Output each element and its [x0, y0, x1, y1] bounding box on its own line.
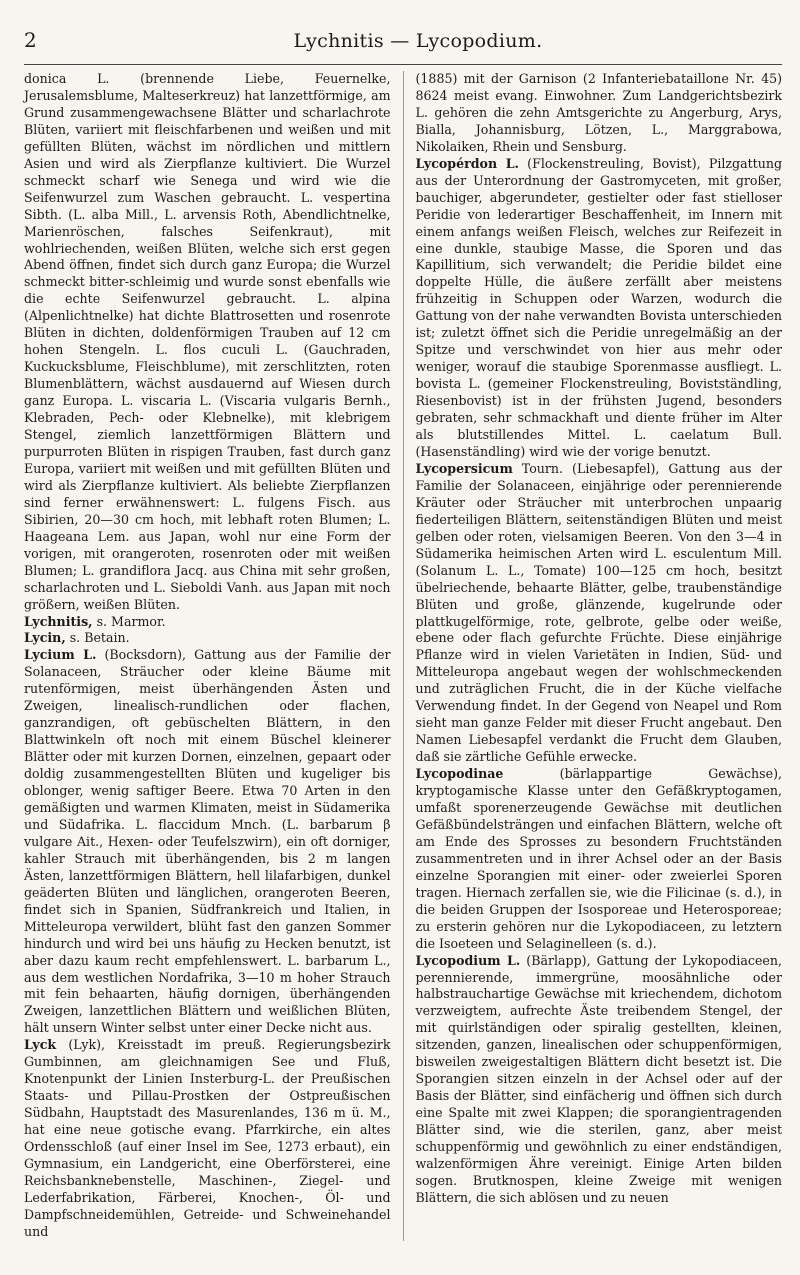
page-number: 2 — [24, 28, 37, 52]
dictionary-entry — [24, 647, 391, 1037]
dictionary-entry — [416, 156, 783, 461]
entry-headword: Lychnitis, — [24, 613, 93, 629]
entry-text: (bärlappartige Gewächse), kryptogamische Klasse unter den Gefäßkryptogamen, umfaßt sporenerzeugende Gewächse mit deutlichen Gefäßbündelsträngen und einfachen Blättern, welche oft am Ende des Sprosses zu besondern Fruchtständen zusammentreten und in ihrer Achsel oder an der Basis einzelne Sporangien mit einer- oder zweierlei Sporen tragen. Hiernach zerfallen sie, wie die Filicinae (s. d.), in die beiden Gruppen der Isosporeae und Heterosporeae; zu ersterin gehören nur die Lykopodiaceen, zu letztern die Isoeteen und Selaginelleen (s. d.). — [415, 766, 783, 951]
entry-text: (Bärlapp), Gattung der Lykopodiaceen, perennierende, immergrüne, moosähnliche oder halbstrauchartige Gewächse mit kriechendem, dichotom verzweigtem, aufrechte Äste treibendem Stengel, der mit quirlständigen oder spiralig gestellten, kleinen, sitzenden, ganzen, linealischen oder schuppenförmigen, bisweilen zweigestaltigen Blättern dicht besetzt ist. Die Sporangien sitzen einzeln in der Achsel oder auf der Basis der Blätter, sind einfächerig und öffnen sich durch eine Spalte mit zwei Klappen; die sporangientragenden Blätter sind, wie die sterilen, ganz, aber meist schuppenförmig und gewöhnlich zu einer endständigen, walzenförmigen Ähre vereinigt. Einige Arten bilden sogen. Brutknospen, kleine Zweige mit wenigen Blättern, die sich ablösen und zu neuen — [415, 952, 783, 1205]
entry-text: (Lyk), Kreisstadt im preuß. Regierungsbezirk Gumbinnen, am gleichnamigen See und Fluß, Knotenpunkt der Linien Insterburg-L. der Preußischen Staats- und Pillau-Prostken der Ostpreußischen Südbahn, Hauptstadt des Masurenlandes, 136 m ü. M., hat eine neue gotische evang. Pfarrkirche, ein altes Ordensschloß (auf einer Insel im See, 1273 erbaut), ein Gymnasium, ein Landgericht, eine Oberförsterei, eine Reichsbanknebenstelle, Maschinen-, Ziegel- und Lederfabrikation, Färberei, Knochen-, Öl- und Dampfschneidemühlen, Getreide- und Schweinehandel und — [24, 1037, 391, 1239]
dictionary-entry — [24, 630, 391, 647]
dictionary-entry — [416, 461, 783, 766]
entry-text: (Bocksdorn), Gattung aus der Familie der Solanaceen, Sträucher oder kleine Bäume mit rutenförmigen, meist überhängenden Ästen und Zweigen, linealisch-rundlichen oder flachen, ganzrandigen, oft gebüschelten Blättern, in den Blattwinkeln oft noch mit einem Büschel kleinerer Blätter oder mit kurzen Dornen, einzelnen, gepaart oder doldig zusammengestellten Blüten und kugeliger bis oblonger, wenig saftiger Beere. Etwa 70 Arten in den gemäßigten und warmen Klimaten, meist in Südamerika und Südafrika. L. flaccidum Mnch. (L. barbarum β vulgare Ait., Hexen- oder Teufelszwirn), ein oft dorniger, kahler Strauch mit überhängenden, bis 2 m langen Ästen, lanzettförmigen Blättern, hell lilafarbigen, dunkel geäderten Blüten und länglichen, orangeroten Beeren, findet sich in Spanien, Südfrankreich und Italien, in Mitteleuropa verwildert, blüht fast den ganzen Sommer hindurch und wird bei uns häufig zu Hecken benutzt, ist aber dazu kaum recht empfehlenswert. L. barbarum L., aus dem westlichen Nordafrika, 3—10 m hoher Strauch mit fein behaarten, häufig dornigen, überhängenden Zweigen, lanzettlichen Blättern und weißlichen Blüten, hält unsern Winter selbst unter einer Decke nicht aus. — [24, 647, 391, 1036]
entry-text: (1885) mit der Garnison (2 Infanteriebataillone Nr. 45) 8624 meist evang. Einwohner. Zum Landgerichtsbezirk L. gehören die zehn Amtsgerichte zu Angerburg, Arys, Bialla, Johannisburg, Lötzen, L., Marggrabowa, Nikolaiken, Rhein und Sensburg. — [415, 71, 783, 154]
dictionary-entry — [416, 766, 783, 952]
left-column — [24, 71, 391, 1241]
entry-continuation — [24, 71, 391, 614]
dictionary-entry — [24, 614, 391, 631]
header-rule — [24, 64, 782, 65]
entry-text: donica L. (brennende Liebe, Feuernelke, Jerusalemsblume, Malteserkreuz) hat lanzettförmige, am Grund zusammengewachsene Blätter und scharlachrote Blüten, variiert mit fleischfarbenen und weißen und mit gefüllten Blüten, wächst im nördlichen und mittlern Asien und wird als Zierpflanze kultiviert. Die Wurzel schmeckt scharf wie Senega und wird wie die Seifenwurzel zum Waschen gebraucht. L. vespertina Sibth. (L. alba Mill., L. arvensis Roth, Abendlichtnelke, Marienröschen, falsches Seifenkraut), mit wohlriechenden, weißen Blüten, welche sich erst gegen Abend öffnen, findet sich durch ganz Europa; die Wurzel schmeckt bitter-schleimig und wurde sonst ebenfalls wie die echte Seifenwurzel gebraucht. L. alpina (Alpenlichtnelke) hat dichte Blattrosetten und rosenrote Blüten in dichten, doldenförmigen Trauben auf 12 cm hohen Stengeln. L. flos cuculi L. (Gauchraden, Kuckucksblume, Fleischblume), mit zerschlitzten, roten Blumenblättern, wächst ausdauernd auf Wiesen durch ganz Europa. L. viscaria L. (Viscaria vulgaris Bernh., Klebraden, Pech- oder Klebnelke), mit klebrigem Stengel, ziemlich lanzettförmigen Blättern und purpurroten Blüten in rispigen Trauben, fast durch ganz Europa, variiert mit weißen und mit gefüllten Blüten und wird als Zierpflanze kultiviert. Als beliebte Zierpflanzen sind ferner erwähnenswert: L. fulgens Fisch. aus Sibirien, 20—30 cm hoch, mit lebhaft roten Blumen; L. Haageana Lem. aus Japan, wohl nur eine Form der vorigen, mit orangeroten, rosenroten oder mit weißen Blumen; L. grandiflora Jacq. aus China mit sehr großen, scharlachroten und L. Sieboldi Vanh. aus Japan mit noch größern, weißen Blüten. — [24, 71, 391, 612]
entry-text: s. Marmor. — [92, 613, 166, 629]
page-header — [24, 28, 782, 64]
entry-text: (Flockenstreuling, Bovist), Pilzgattung aus der Unterordnung der Gastromyceten, mit großer, bauchiger, abgerundeter, gestielter oder fast stielloser Peridie von lederartiger Beschaffenheit, im Innern mit einem anfangs weißen Fleisch, welches zur Reifezeit in eine dunkle, staubige Masse, die Sporen und das Kapillitium, sich verwandelt; die Peridie bildet eine doppelte Hülle, die äußere zerfällt aber meistens frühzeitig in Schuppen oder Warzen, wodurch die Gattung von der nahe verwandten Bovista unterschieden ist; zuletzt öffnet sich die Peridie unregelmäßig an der Spitze und verschwindet von hier aus mehr oder weniger, worauf die staubige Sporenmasse ausfliegt. L. bovista L. (gemeiner Flockenstreuling, Bovistständling, Riesenbovist) ist in der frühsten Jugend, besonders gebraten, sehr schmackhaft und diente früher im Alter als blutstillendes Mittel. L. caelatum Bull. (Hasenständling) wird wie der vorige benutzt. — [415, 155, 783, 459]
entry-headword: Lycopodium L. — [415, 952, 521, 968]
running-head: Lychnitis — Lycopodium. — [293, 30, 543, 52]
entry-headword: Lycin, — [24, 630, 66, 646]
dictionary-entry — [24, 1037, 391, 1240]
entry-headword: Lyck — [24, 1037, 57, 1053]
right-column — [416, 71, 783, 1241]
entry-continuation — [416, 71, 783, 156]
text-columns — [24, 71, 782, 1241]
entry-headword: Lycopérdon L. — [415, 155, 519, 171]
column-divider — [403, 71, 404, 1241]
dictionary-entry — [416, 953, 783, 1207]
entry-headword: Lycopodinae — [415, 766, 504, 782]
entry-text: s. Betain. — [65, 630, 130, 646]
entry-headword: Lycium L. — [24, 647, 97, 663]
entry-text: Tourn. (Liebesapfel), Gattung aus der Familie der Solanaceen, einjährige oder perennierende Kräuter oder Sträucher mit unterbrochen unpaarig fiederteiligen Blättern, seitenständigen Blüten und meist gelben oder roten, vielsamigen Beeren. Von den 3—4 in Südamerika heimischen Arten wird L. esculentum Mill. (Solanum L. L., Tomate) 100—125 cm hoch, besitzt übelriechende, behaarte Blätter, gelbe, traubenständige Blüten und große, glänzende, kugelrunde oder plattkugelförmige, rote, gelbrote, gelbe oder weiße, ebene oder flach gefurchte Früchte. Diese einjährige Pflanze wird in vielen Varietäten in Indien, Süd- und Mitteleuropa angebaut wegen der wohlschmeckenden und zuträglichen Frucht, die in der Küche vielfache Verwendung findet. In der Gegend von Neapel und Rom sieht man ganze Felder mit dieser Frucht angebaut. Den Namen Liebesapfel verdankt die Frucht dem Glauben, daß sie zärtliche Gefühle erwecke. — [415, 460, 783, 765]
entry-headword: Lycopersicum — [415, 460, 513, 476]
